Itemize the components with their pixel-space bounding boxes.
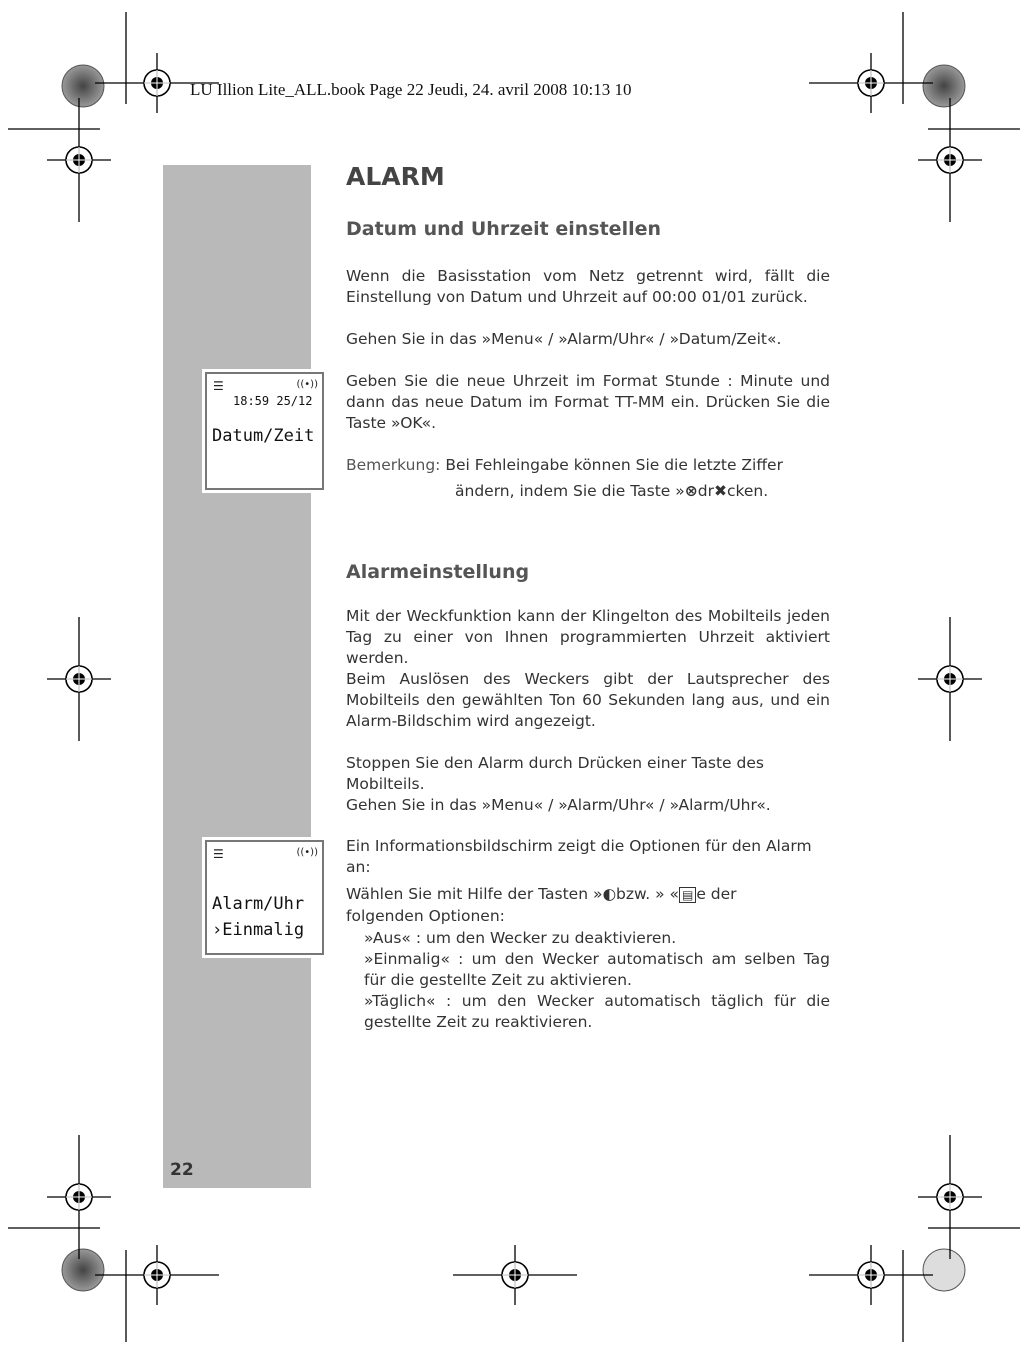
section-heading-alarm: Alarmeinstellung	[346, 561, 530, 583]
cross-icon: ✖	[713, 482, 727, 500]
paragraph: Ein Informationsbildschirm zeigt die Optionen für den Alarm an:	[346, 837, 812, 876]
lcd-time: 18:59 25/12	[233, 394, 313, 408]
paragraph: Gehen Sie in das »Menu« / »Alarm/Uhr« / »Datum/Zeit«.	[346, 330, 782, 348]
paragraph: Beim Auslösen des Weckers gibt der Lautsprecher des Mobilteils den gewählten Ton 60 Sekunden lang aus, und ein Alarm-Bildschim wird angezeigt.	[346, 670, 830, 730]
paragraph: Wenn die Basisstation vom Netz getrennt wird, fällt die Einstellung von Datum und Uhrzeit auf 00:00 01/01 zurück.	[346, 267, 830, 306]
lcd-line1: Alarm/Uhr	[212, 894, 305, 914]
paragraph: Gehen Sie in das »Menu« / »Alarm/Uhr« / »Alarm/Uhr«.	[346, 796, 771, 814]
starburst-bottom-left	[62, 1249, 104, 1291]
starburst-top-right	[923, 65, 965, 107]
starburst-bottom-right	[923, 1249, 965, 1291]
paragraph: Mit der Weckfunktion kann der Klingelton des Mobilteils jeden Tag zu einer von Ihnen programmierten Uhrzeit aktiviert werden.	[346, 607, 830, 667]
lcd-label: Datum/Zeit	[212, 426, 315, 446]
page-title: ALARM	[346, 162, 445, 191]
section-heading-datetime: Datum und Uhrzeit einstellen	[346, 218, 662, 240]
signal-icon: ((•))	[296, 379, 318, 390]
paragraph-select: Wählen Sie mit Hilfe der Tasten »◐bzw. » « ▤ e der	[346, 885, 737, 903]
grey-sidebar	[163, 165, 311, 1188]
clear-key-icon: ⊗	[684, 482, 698, 500]
list-item: »Täglich« : um den Wecker automatisch täglich für die gestellte Zeit zu reaktivieren.	[364, 992, 830, 1031]
paragraph: Stoppen Sie den Alarm durch Drücken einer Taste des Mobilteils.	[346, 754, 764, 793]
book-key-icon: ▤	[679, 887, 696, 903]
list-item: »Einmalig« : um den Wecker automatisch am selben Tag für die gestellte Zeit zu aktivieren.	[364, 950, 830, 989]
starburst-top-left	[62, 65, 104, 107]
list-item: »Aus« : um den Wecker zu deaktivieren.	[364, 929, 677, 947]
remark-label: Bemerkung:	[346, 456, 441, 474]
remark	[346, 455, 818, 476]
battery-icon: ☰	[213, 379, 224, 393]
lcd-screen-datetime	[205, 372, 324, 490]
lcd-line2: ›Einmalig	[212, 920, 305, 940]
remark-text: Bei Fehleingabe können Sie die letzte Ziffer	[445, 456, 783, 474]
signal-icon: ((•))	[296, 847, 318, 858]
paragraph: Geben Sie die neue Uhrzeit im Format Stunde : Minute und dann das neue Datum im Format TT-MM ein. Drücken Sie die Taste »OK«.	[346, 372, 830, 432]
page-number: 22	[170, 1160, 194, 1180]
print-header: LU Illion Lite_ALL.book Page 22 Jeudi, 24. avril 2008 10:13 10	[190, 80, 632, 99]
paragraph: folgenden Optionen:	[346, 907, 505, 925]
remark-line2: ändern, indem Sie die Taste »⊗dr✖cken.	[455, 482, 769, 500]
nav-key-icon: ◐	[602, 885, 616, 903]
lcd-screen-alarm	[205, 840, 324, 955]
battery-icon: ☰	[213, 847, 224, 861]
